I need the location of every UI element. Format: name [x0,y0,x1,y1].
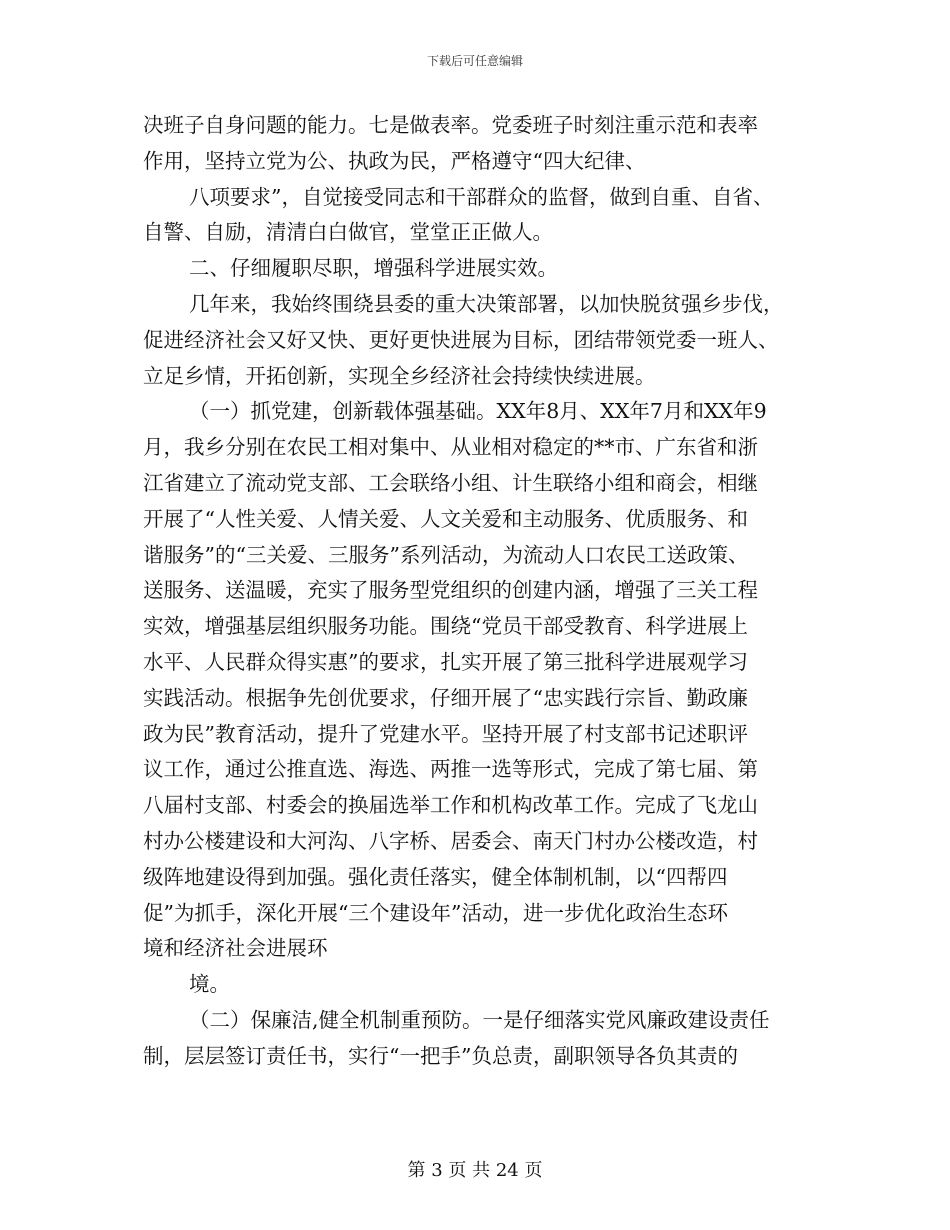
text-line: 二、仔细履职尽职，增强科学进展实效。 [189,256,558,281]
text-line: 八项要求”，自觉接受同志和干部群众的监督，做到自重、自省、 [189,184,774,209]
text-line: （一）抓党建，创新载体强基础。XX年8月、XX年7月和XX年9 [189,399,767,424]
text-line: 政为民”教育活动，提升了党建水平。坚持开展了村支部书记述职评 [143,721,748,746]
text-line: 实践活动。根据争先创优要求，仔细开展了“忠实践行宗旨、勤政廉 [143,685,748,710]
text-line: 促进经济社会又好又快、更好更快进展为目标，团结带领党委一班人、 [143,327,779,352]
text-line: 八届村支部、村委会的换届选举工作和机构改革工作。完成了飞龙山 [143,793,758,818]
text-line: 月，我乡分别在农民工相对集中、从业相对稳定的**市、广东省和浙 [143,435,758,460]
text-line: 议工作，通过公推直选、海选、两推一选等形式，完成了第七届、第 [143,757,758,782]
text-line: 谐服务”的“三关爱、三服务”系列活动，为流动人口农民工送政策、 [143,542,749,567]
document-body [143,108,815,1075]
text-line: 作用，坚持立党为公、执政为民，严格遵守“四大纪律、 [143,148,646,173]
text-line: 水平、人民群众得实惠”的要求，扎实开展了第三批科学进展观学习 [143,649,748,674]
text-line: 几年来，我始终围绕县委的重大决策部署，以加快脱贫强乡步伐， [189,291,784,316]
text-line: 开展了“人性关爱、人情关爱、人文关爱和主动服务、优质服务、和 [143,506,748,531]
text-line: 促”为抓手，深化开展“三个建设年”活动，进一步优化政治生态环 [143,900,728,925]
text-line: 村办公楼建设和大河沟、八字桥、居委会、南天门村办公楼改造，村 [143,828,758,853]
text-line: 实效，增强基层组织服务功能。围绕“党员干部受教育、科学进展上 [143,614,748,639]
text-line: 境。 [189,972,230,997]
text-line: 境和经济社会进展环 [143,936,328,961]
page-header: 下载后可任意编辑 [426,54,523,68]
text-line: 级阵地建设得到加强。强化责任落实，健全体制机制，以“四帮四 [143,864,728,889]
text-line: 送服务、送温暖，充实了服务型党组织的创建内涵，增强了三关工程 [143,578,758,603]
text-line: （二）保廉洁,健全机制重预防。一是仔细落实党风廉政建设责任 [189,1007,770,1032]
page-footer: 第 3 页 共 24 页 [407,1160,543,1181]
text-line: 决班子自身问题的能力。七是做表率。党委班子时刻注重示范和表率 [143,113,758,137]
text-line: 江省建立了流动党支部、工会联络小组、计生联络小组和商会，相继 [143,470,758,495]
text-line: 制，层层签订责任书，实行“一把手”负总责，副职领导各负其责的 [143,1043,738,1068]
text-line: 自警、自励，清清白白做官，堂堂正正做人。 [143,220,553,245]
text-line: 立足乡情，开拓创新，实现全乡经济社会持续快续进展。 [143,363,656,388]
